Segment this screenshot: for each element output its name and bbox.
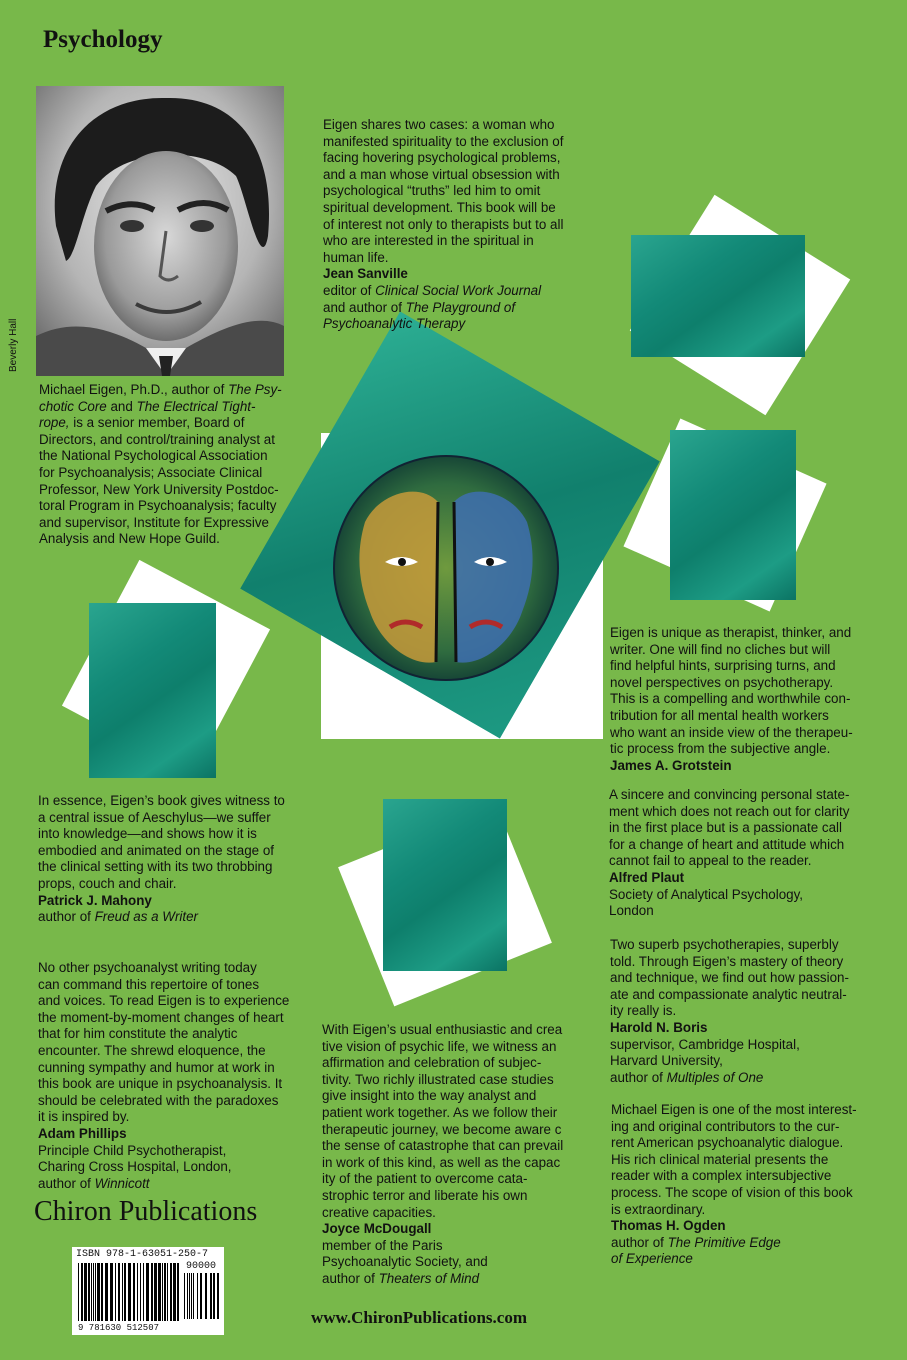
reviewer-affiliation: author of Freud as a Writer	[38, 909, 199, 925]
review-text-line: into knowledge—and shows how it is	[38, 826, 257, 842]
barcode-bar	[84, 1263, 87, 1321]
reviewer-affiliation: and author of The Playground of	[323, 299, 516, 315]
barcode-addon-bar	[193, 1273, 194, 1319]
review-text-line: No other psychoanalyst writing today	[38, 960, 257, 975]
review-text-line: Eigen is unique as therapist, thinker, and	[610, 625, 852, 640]
barcode-bar	[133, 1263, 135, 1321]
barcode-addon-bar	[187, 1273, 188, 1319]
barcode-bar	[110, 1263, 113, 1321]
review-boris	[610, 937, 870, 1086]
reviewer-name: Harold N. Boris	[610, 1019, 708, 1035]
review-text-line: tic process from the subjective angle.	[610, 741, 831, 757]
bio-line: rope, is a senior member, Board of	[39, 415, 245, 431]
bio-line: for Psychoanalysis; Associate Clinical	[39, 464, 263, 480]
reviewer-affiliation: Society of Analytical Psychology,	[609, 886, 804, 902]
barcode-bar	[137, 1263, 138, 1321]
publisher-name: Chiron Publications	[34, 1196, 258, 1227]
review-text-line: With Eigen’s usual enthusiastic and crea	[322, 1022, 563, 1037]
review-text-line: the sense of catastrophe that can prevail	[322, 1138, 564, 1154]
review-text-line: the clinical setting with its two throbbing	[38, 859, 273, 875]
barcode-addon: 90000	[186, 1261, 217, 1272]
barcode-addon-bar	[191, 1273, 192, 1319]
barcode-bar	[173, 1263, 176, 1321]
review-text-line: writer. One will find no cliches but will	[610, 641, 831, 657]
reviewer-affiliation: Charing Cross Hospital, London,	[38, 1159, 232, 1175]
review-text-line: should be celebrated with the paradoxes	[38, 1092, 279, 1108]
review-text-line: tive vision of psychic life, we witness an	[322, 1038, 557, 1054]
reviewer-name: Adam Phillips	[38, 1125, 127, 1141]
review-text-line: This is a compelling and worthwhile con-	[610, 691, 851, 707]
review-text-line: ate and compassionate analytic neutral-	[610, 986, 847, 1002]
decor-tile	[89, 603, 216, 778]
reviewer-affiliation: Psychoanalytic Therapy	[323, 316, 466, 332]
review-phillips	[38, 960, 298, 1192]
author-photo	[36, 86, 284, 376]
review-text-line: ment which does not reach out for clarity	[609, 803, 850, 819]
review-sanville	[323, 117, 583, 333]
review-text-line: and voices. To read Eigen is to experience	[38, 993, 290, 1009]
review-text-line: cannot fail to appeal to the reader.	[609, 853, 812, 869]
reviewer-affiliation: London	[609, 903, 654, 919]
review-mcdougall	[322, 1022, 565, 1288]
review-plaut	[609, 787, 869, 920]
reviewer-affiliation: author of Theaters of Mind	[322, 1270, 480, 1286]
barcode-bar	[122, 1263, 123, 1321]
barcode-bar	[162, 1263, 163, 1321]
barcode-addon-bar	[197, 1273, 198, 1319]
category-label: Psychology	[43, 26, 163, 53]
barcode-bar	[143, 1263, 144, 1321]
review-text-line: told. Through Eigen’s mastery of theory	[610, 953, 844, 969]
review-text-line: affirmation and celebration of subjec-	[322, 1055, 542, 1071]
review-text-line: strophic terror and liberate his own	[322, 1187, 528, 1203]
reviewer-affiliation: author of The Primitive Edge	[611, 1234, 781, 1250]
reviewer-affiliation: Psychoanalytic Society, and	[322, 1254, 488, 1270]
review-text-line: and a man whose virtual obsession with	[323, 166, 560, 182]
review-text-line: encounter. The shrewd eloquence, the	[38, 1042, 266, 1058]
bio-line: Michael Eigen, Ph.D., author of The Psy-	[39, 382, 282, 397]
barcode-bars	[78, 1263, 182, 1323]
bio-line: toral Program in Psychoanalysis; faculty	[39, 498, 277, 514]
barcode-bar	[158, 1263, 161, 1321]
bio-line: the National Psychological Association	[39, 448, 268, 464]
decor-tile	[383, 799, 507, 971]
review-text-line: who are interested in the spiritual in	[323, 233, 534, 249]
reviewer-affiliation: editor of Clinical Social Work Journal	[323, 282, 542, 298]
review-text-line: embodied and animated on the stage of	[38, 842, 274, 858]
barcode-bar	[95, 1263, 96, 1321]
review-text-line: that for him constitute the analytic	[38, 1026, 238, 1042]
barcode-addon-bar	[200, 1273, 202, 1319]
barcode-digits: 9 781630 512507	[78, 1323, 160, 1333]
barcode-bar	[97, 1263, 100, 1321]
bio-line: Analysis and New Hope Guild.	[39, 531, 220, 547]
barcode-bar	[128, 1263, 131, 1321]
review-text-line: find helpful hints, surprising turns, and	[610, 658, 836, 674]
review-text-line: spiritual development. This book will be	[323, 199, 556, 215]
barcode-bar	[101, 1263, 103, 1321]
barcode-bar	[78, 1263, 79, 1321]
review-text-line: In essence, Eigen’s book gives witness to	[38, 793, 285, 808]
barcode-bar	[115, 1263, 116, 1321]
bio-line: chotic Core and The Electrical Tight-	[39, 398, 256, 414]
reviewer-affiliation: of Experience	[611, 1251, 693, 1267]
reviewer-affiliation: member of the Paris	[322, 1237, 443, 1253]
barcode-addon-bar	[210, 1273, 212, 1319]
bio-line: Directors, and control/training analyst at	[39, 431, 275, 447]
painting-faces	[330, 452, 562, 684]
review-text-line: and technique, we find out how passion-	[610, 970, 849, 986]
barcode-bar	[118, 1263, 120, 1321]
barcode-bar	[105, 1263, 108, 1321]
review-text-line: a central issue of Aeschylus—we suffer	[38, 809, 271, 825]
decor-tile	[631, 235, 805, 357]
review-text-line: give insight into the way analyst and	[322, 1088, 537, 1104]
review-text-line: reader with a complex intersubjective	[611, 1168, 832, 1184]
review-text-line: ity of the patient to overcome cata-	[322, 1171, 528, 1187]
review-text-line: it is inspired by.	[38, 1109, 130, 1125]
review-text-line: this book are unique in psychoanalysis. It	[38, 1076, 283, 1092]
barcode-bar	[146, 1263, 149, 1321]
review-text-line: process. The scope of vision of this book	[611, 1184, 853, 1200]
review-text-line: in work of this kind, as well as the capac	[322, 1154, 561, 1170]
website-url: www.ChironPublications.com	[311, 1308, 527, 1327]
review-text-line: tribution for all mental health workers	[610, 707, 829, 723]
reviewer-name: Alfred Plaut	[609, 869, 685, 885]
decor-tile	[670, 430, 796, 600]
author-bio	[39, 382, 289, 548]
review-text-line: ity really is.	[610, 1003, 677, 1019]
barcode-bar	[167, 1263, 168, 1321]
review-text-line: His rich clinical material presents the	[611, 1151, 829, 1167]
review-text-line: props, couch and chair.	[38, 875, 177, 891]
reviewer-affiliation: author of Multiples of One	[610, 1069, 764, 1085]
review-text-line: patient work together. As we follow their	[322, 1104, 558, 1120]
barcode-addon-bar	[213, 1273, 215, 1319]
review-text-line: rent American psychoanalytic dialogue.	[611, 1135, 844, 1151]
review-grotstein	[610, 625, 870, 774]
review-text-line: human life.	[323, 249, 389, 265]
barcode-addon-bar	[217, 1273, 219, 1319]
reviewer-affiliation: supervisor, Cambridge Hospital,	[610, 1036, 800, 1052]
review-text-line: is extraordinary.	[611, 1201, 706, 1217]
barcode-bar	[88, 1263, 90, 1321]
review-mahony	[38, 793, 298, 926]
review-text-line: tivity. Two richly illustrated case studies	[322, 1071, 554, 1087]
reviewer-affiliation: Harvard University,	[610, 1053, 723, 1069]
review-text-line: of interest not only to therapists but to all	[323, 216, 564, 232]
reviewer-name: Thomas H. Ogden	[611, 1218, 726, 1234]
reviewer-name: Jean Sanville	[323, 266, 408, 282]
review-ogden	[611, 1102, 871, 1268]
barcode-bar	[124, 1263, 126, 1321]
review-text-line: creative capacities.	[322, 1204, 436, 1220]
barcode-addon-bars	[184, 1273, 220, 1321]
reviewer-affiliation: author of Winnicott	[38, 1175, 150, 1191]
review-text-line: Michael Eigen is one of the most interest-	[611, 1102, 857, 1117]
review-text-line: manifested spirituality to the exclusion of	[323, 133, 564, 149]
barcode-bar	[154, 1263, 157, 1321]
review-text-line: therapeutic journey, we become aware c	[322, 1121, 562, 1137]
barcode-bar	[91, 1263, 92, 1321]
reviewer-name: Patrick J. Mahony	[38, 892, 152, 908]
review-text-line: cunning sympathy and humor at work in	[38, 1059, 275, 1075]
barcode-bar	[170, 1263, 172, 1321]
photo-credit: Beverly Hall	[8, 318, 19, 372]
review-text-line: novel perspectives on psychotherapy.	[610, 674, 834, 690]
review-text-line: Two superb psychotherapies, superbly	[610, 937, 839, 952]
review-text-line: A sincere and convincing personal state-	[609, 787, 850, 802]
review-text-line: who want an inside view of the therapeu-	[610, 724, 853, 740]
review-text-line: psychological “truths” led him to omit	[323, 183, 541, 199]
review-text-line: Eigen shares two cases: a woman who	[323, 117, 555, 132]
bio-line: Professor, New York University Postdoc-	[39, 481, 279, 497]
reviewer-affiliation: Principle Child Psychotherapist,	[38, 1142, 227, 1158]
barcode-bar	[177, 1263, 179, 1321]
reviewer-name: Joyce McDougall	[322, 1221, 432, 1237]
barcode-bar	[151, 1263, 153, 1321]
reviewer-name: James A. Grotstein	[610, 757, 732, 773]
review-text-line: in the first place but is a passionate call	[609, 820, 842, 836]
bio-line: and supervisor, Institute for Expressive	[39, 514, 269, 530]
barcode-bar	[164, 1263, 166, 1321]
isbn-label: ISBN 978-1-63051-250-7	[76, 1249, 209, 1260]
barcode-bar	[81, 1263, 83, 1321]
barcode-bar	[140, 1263, 141, 1321]
review-text-line: ing and original contributors to the cur-	[611, 1118, 840, 1134]
review-text-line: facing hovering psychological problems,	[323, 150, 561, 166]
barcode-bar	[93, 1263, 94, 1321]
barcode	[72, 1247, 224, 1335]
review-text-line: for a change of heart and attitude which	[609, 836, 845, 852]
barcode-addon-bar	[189, 1273, 190, 1319]
review-text-line: the moment-by-moment changes of heart	[38, 1009, 284, 1025]
barcode-addon-bar	[184, 1273, 185, 1319]
barcode-addon-bar	[205, 1273, 207, 1319]
review-text-line: can command this repertoire of tones	[38, 976, 260, 992]
